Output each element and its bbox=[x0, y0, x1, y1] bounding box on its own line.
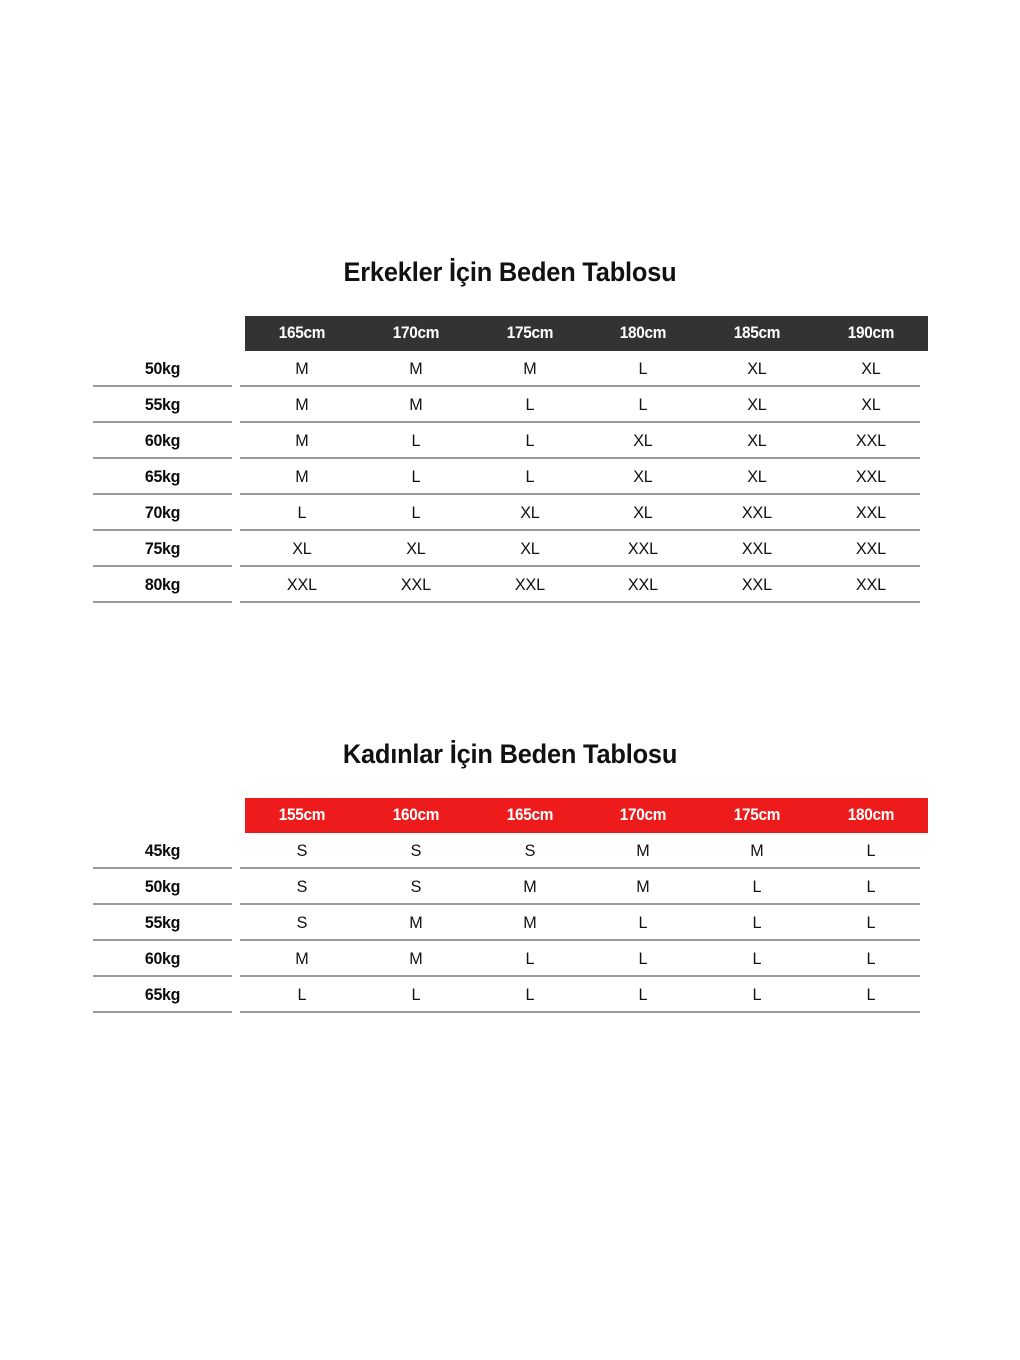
womens-size-cell: S bbox=[410, 841, 422, 861]
womens-weight-label: 60kg bbox=[144, 949, 181, 969]
womens-weight-label: 50kg bbox=[144, 877, 181, 897]
mens-size-cell: XL bbox=[747, 359, 767, 379]
womens-column-header: 165cm bbox=[506, 806, 553, 825]
womens-size-cell: S bbox=[296, 913, 308, 933]
table-row bbox=[0, 531, 1020, 567]
mens-column-header: 165cm bbox=[278, 324, 326, 343]
mens-size-cell: XXL bbox=[856, 467, 887, 487]
mens-chart-title: Erkekler İçin Beden Tablosu bbox=[343, 257, 677, 288]
mens-size-cell: XL bbox=[747, 467, 767, 487]
womens-size-chart bbox=[0, 718, 1020, 1013]
womens-size-cell: L bbox=[866, 985, 876, 1005]
womens-size-cell: L bbox=[866, 841, 876, 861]
womens-column-header: 155cm bbox=[278, 806, 326, 825]
mens-size-cell: XXL bbox=[514, 575, 545, 595]
table-row bbox=[0, 387, 1020, 423]
table-row bbox=[0, 423, 1020, 459]
mens-size-cell: XXL bbox=[628, 575, 659, 595]
mens-size-chart bbox=[0, 236, 1020, 603]
womens-size-cell: L bbox=[525, 949, 534, 969]
mens-size-cell: XL bbox=[292, 539, 312, 559]
womens-size-cell: L bbox=[752, 949, 762, 969]
mens-size-cell: XL bbox=[861, 395, 881, 415]
womens-column-header: 175cm bbox=[734, 806, 781, 825]
mens-size-cell: XXL bbox=[286, 575, 317, 595]
mens-row-cells bbox=[245, 459, 928, 495]
table-row bbox=[0, 495, 1020, 531]
mens-size-cell: XXL bbox=[742, 503, 773, 523]
mens-size-cell: L bbox=[525, 431, 534, 451]
mens-size-cell: M bbox=[409, 359, 423, 379]
mens-size-cell: M bbox=[409, 395, 423, 415]
table-row bbox=[0, 833, 1020, 869]
mens-size-cell: XXL bbox=[400, 575, 431, 595]
mens-size-cell: XXL bbox=[856, 503, 887, 523]
mens-size-cell: XL bbox=[747, 395, 767, 415]
mens-column-header: 175cm bbox=[506, 324, 553, 343]
mens-row-cells bbox=[245, 423, 928, 459]
mens-size-cell: M bbox=[295, 395, 309, 415]
womens-size-cell: L bbox=[752, 877, 762, 897]
womens-size-cell: L bbox=[638, 913, 648, 933]
womens-size-cell: M bbox=[750, 841, 764, 861]
womens-size-cell: M bbox=[295, 949, 309, 969]
mens-row-cells bbox=[245, 531, 928, 567]
mens-size-cell: L bbox=[638, 359, 648, 379]
womens-size-cell: L bbox=[866, 877, 876, 897]
mens-weight-label: 80kg bbox=[144, 575, 181, 595]
mens-size-cell: XL bbox=[406, 539, 426, 559]
womens-table-header-bar bbox=[245, 798, 928, 833]
mens-size-cell: XXL bbox=[856, 431, 887, 451]
mens-size-cell: XL bbox=[633, 503, 654, 523]
mens-table-body bbox=[0, 316, 1020, 603]
mens-size-cell: XL bbox=[519, 539, 540, 559]
womens-row-cells bbox=[245, 941, 928, 977]
mens-size-cell: XL bbox=[633, 467, 654, 487]
mens-row-cells bbox=[245, 387, 928, 423]
mens-size-cell: L bbox=[411, 503, 421, 523]
mens-weight-label: 70kg bbox=[144, 503, 181, 523]
mens-size-cell: M bbox=[522, 359, 537, 379]
womens-row-cells bbox=[245, 833, 928, 869]
womens-weight-label: 55kg bbox=[144, 913, 181, 933]
mens-size-cell: XXL bbox=[628, 539, 659, 559]
womens-size-cell: L bbox=[525, 985, 534, 1005]
mens-size-cell: XXL bbox=[742, 575, 773, 595]
mens-weight-label: 75kg bbox=[144, 539, 181, 559]
mens-size-cell: XXL bbox=[742, 539, 773, 559]
womens-column-header: 180cm bbox=[847, 806, 895, 825]
womens-weight-label: 45kg bbox=[144, 841, 181, 861]
mens-size-cell: M bbox=[295, 359, 309, 379]
mens-size-cell: XL bbox=[861, 359, 881, 379]
table-row bbox=[0, 351, 1020, 387]
table-row bbox=[0, 869, 1020, 905]
mens-column-header: 190cm bbox=[847, 324, 895, 343]
womens-chart-title: Kadınlar İçin Beden Tablosu bbox=[342, 739, 678, 770]
mens-size-cell: L bbox=[638, 395, 648, 415]
womens-column-header: 170cm bbox=[620, 806, 667, 825]
womens-row-cells bbox=[245, 977, 928, 1013]
table-row bbox=[0, 977, 1020, 1013]
mens-size-cell: XL bbox=[747, 431, 767, 451]
mens-size-cell: L bbox=[411, 467, 421, 487]
mens-size-cell: XXL bbox=[856, 575, 887, 595]
mens-size-cell: L bbox=[411, 431, 421, 451]
womens-row-cells bbox=[245, 905, 928, 941]
womens-size-cell: L bbox=[297, 985, 307, 1005]
table-row bbox=[0, 941, 1020, 977]
womens-size-cell: M bbox=[409, 913, 423, 933]
womens-size-cell: L bbox=[638, 985, 648, 1005]
mens-size-cell: L bbox=[297, 503, 307, 523]
womens-size-cell: L bbox=[752, 985, 762, 1005]
womens-row-cells bbox=[245, 869, 928, 905]
womens-size-cell: S bbox=[296, 877, 308, 897]
mens-row-cells bbox=[245, 567, 928, 603]
mens-weight-label: 55kg bbox=[144, 395, 181, 415]
mens-table bbox=[0, 316, 1020, 603]
womens-size-cell: L bbox=[752, 913, 762, 933]
mens-row-cells bbox=[245, 495, 928, 531]
mens-size-cell: L bbox=[525, 395, 534, 415]
mens-size-cell: M bbox=[295, 431, 309, 451]
womens-size-cell: S bbox=[410, 877, 422, 897]
mens-table-header-bar bbox=[245, 316, 928, 351]
mens-size-cell: M bbox=[295, 467, 309, 487]
mens-size-cell: L bbox=[525, 467, 534, 487]
womens-size-cell: M bbox=[409, 949, 423, 969]
womens-size-cell: M bbox=[636, 877, 651, 897]
table-row bbox=[0, 567, 1020, 603]
mens-size-cell: XL bbox=[519, 503, 540, 523]
womens-size-cell: L bbox=[866, 949, 876, 969]
mens-column-header: 185cm bbox=[734, 324, 781, 343]
womens-table bbox=[0, 798, 1020, 1013]
womens-size-cell: L bbox=[411, 985, 421, 1005]
mens-weight-label: 50kg bbox=[144, 359, 181, 379]
womens-size-cell: L bbox=[866, 913, 876, 933]
table-row bbox=[0, 905, 1020, 941]
womens-size-cell: M bbox=[636, 841, 651, 861]
mens-row-cells bbox=[245, 351, 928, 387]
womens-size-cell: L bbox=[638, 949, 648, 969]
mens-size-cell: XL bbox=[633, 431, 654, 451]
mens-column-header: 180cm bbox=[620, 324, 667, 343]
mens-weight-label: 65kg bbox=[144, 467, 181, 487]
womens-size-cell: M bbox=[522, 877, 537, 897]
womens-size-cell: M bbox=[522, 913, 537, 933]
mens-size-cell: XXL bbox=[856, 539, 887, 559]
mens-weight-label: 60kg bbox=[144, 431, 181, 451]
mens-column-header: 170cm bbox=[392, 324, 439, 343]
womens-size-cell: S bbox=[296, 841, 308, 861]
womens-size-cell: S bbox=[524, 841, 535, 861]
womens-weight-label: 65kg bbox=[144, 985, 181, 1005]
womens-column-header: 160cm bbox=[392, 806, 439, 825]
table-row bbox=[0, 459, 1020, 495]
